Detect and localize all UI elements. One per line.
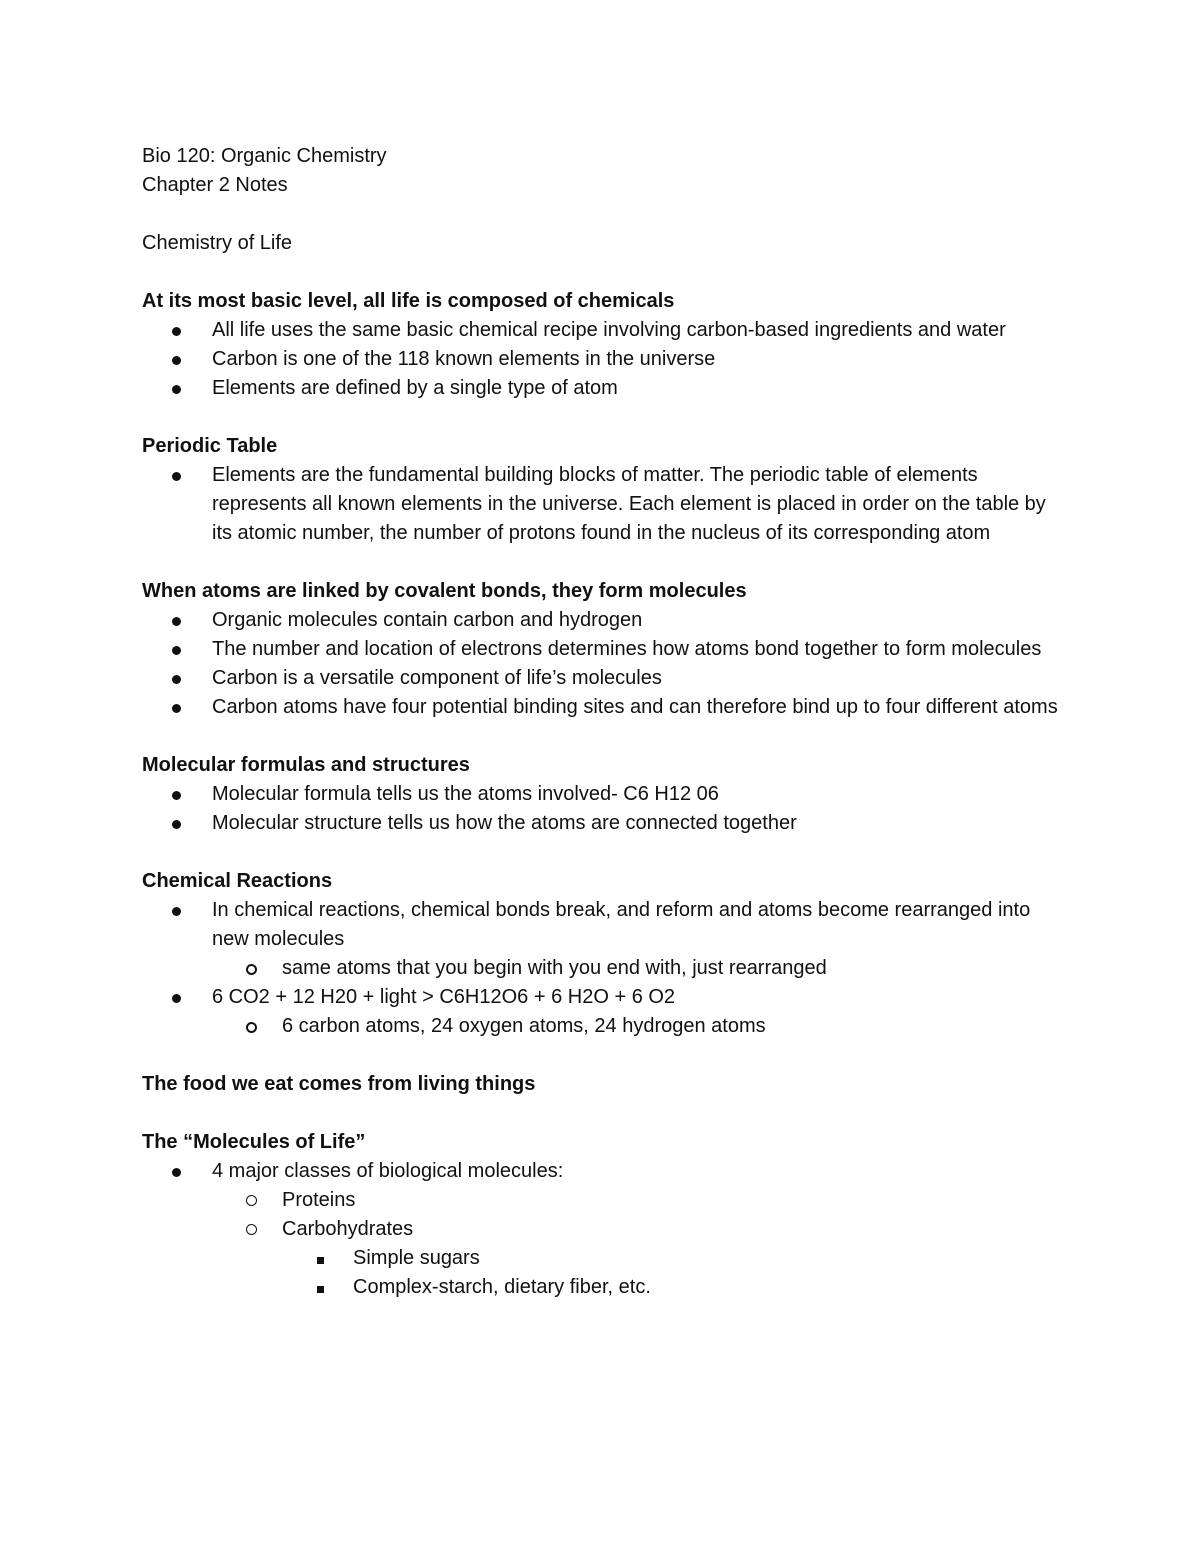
circle-bullet-icon xyxy=(246,1186,257,1215)
list-item: Complex-starch, dietary fiber, etc. xyxy=(142,1273,1062,1302)
section-heading-food: The food we eat comes from living things xyxy=(142,1073,536,1095)
bullet-icon xyxy=(172,1157,181,1186)
bullet-list-reactions xyxy=(142,896,1062,1041)
section-heading-periodic-table: Periodic Table xyxy=(142,435,278,457)
circle-bullet-icon xyxy=(246,954,257,984)
section-heading-chemicals: At its most basic level, all life is composed of chemicals xyxy=(142,290,675,312)
circle-bullet-icon xyxy=(246,1012,257,1042)
list-item: The number and location of electrons determines how atoms bond together to form molecules xyxy=(142,635,1062,664)
list-item: Proteins xyxy=(142,1186,1062,1215)
list-item: Molecular formula tells us the atoms involved- C6 H12 06 xyxy=(142,780,1062,809)
bullet-icon xyxy=(172,374,181,403)
list-item: Elements are the fundamental building blocks of matter. The periodic table of elements represents all known elements in the universe. Each element is placed in order on the table by its atomic number, the number of protons found in the nucleus of its corresponding atom xyxy=(142,461,1062,548)
section-heading-molecules: When atoms are linked by covalent bonds, they form molecules xyxy=(142,580,747,602)
bullet-icon xyxy=(172,896,181,925)
bullet-icon xyxy=(172,780,181,809)
course-title: Bio 120: Organic Chemistry xyxy=(142,145,387,167)
bullet-list-periodic-table xyxy=(142,461,1062,548)
section-title: Chemistry of Life xyxy=(142,232,293,254)
section-heading-reactions: Chemical Reactions xyxy=(142,870,333,892)
list-item: Carbon is one of the 118 known elements in the universe xyxy=(142,345,1062,374)
list-item: same atoms that you begin with you end with, just rearranged xyxy=(142,954,1062,983)
bullet-icon xyxy=(172,606,181,635)
section-heading-formulas: Molecular formulas and structures xyxy=(142,754,470,776)
bullet-list-formulas xyxy=(142,780,1062,838)
list-item: 6 CO2 + 12 H20 + light > C6H12O6 + 6 H2O + 6 O2 xyxy=(142,983,1062,1012)
square-bullet-icon xyxy=(317,1273,324,1302)
bullet-icon xyxy=(172,664,181,693)
list-item: All life uses the same basic chemical recipe involving carbon-based ingredients and water xyxy=(142,316,1062,345)
chapter-title: Chapter 2 Notes xyxy=(142,174,288,196)
bullet-list-chemicals xyxy=(142,316,1062,403)
list-item: 4 major classes of biological molecules: xyxy=(142,1157,1062,1186)
bullet-icon xyxy=(172,635,181,664)
bullet-icon xyxy=(172,809,181,838)
list-item: Organic molecules contain carbon and hydrogen xyxy=(142,606,1062,635)
bullet-icon xyxy=(172,693,181,722)
list-item: Carbon atoms have four potential binding sites and can therefore bind up to four different atoms xyxy=(142,693,1062,722)
circle-bullet-icon xyxy=(246,1215,257,1244)
bullet-list-molecules-of-life xyxy=(142,1157,1062,1302)
bullet-icon xyxy=(172,345,181,374)
list-item: Molecular structure tells us how the atoms are connected together xyxy=(142,809,1062,838)
list-item: Carbohydrates xyxy=(142,1215,1062,1244)
list-item: In chemical reactions, chemical bonds break, and reform and atoms become rearranged into new molecules xyxy=(142,896,1062,954)
bullet-icon xyxy=(172,983,181,1012)
bullet-list-molecules xyxy=(142,606,1062,722)
bullet-icon xyxy=(172,461,181,490)
list-item: Elements are defined by a single type of atom xyxy=(142,374,1062,403)
list-item: Simple sugars xyxy=(142,1244,1062,1273)
square-bullet-icon xyxy=(317,1244,324,1273)
list-item: Carbon is a versatile component of life’s molecules xyxy=(142,664,1062,693)
list-item: 6 carbon atoms, 24 oxygen atoms, 24 hydrogen atoms xyxy=(142,1012,1062,1041)
document-page xyxy=(142,142,1062,1302)
section-heading-molecules-of-life: The “Molecules of Life” xyxy=(142,1131,366,1153)
bullet-icon xyxy=(172,316,181,345)
